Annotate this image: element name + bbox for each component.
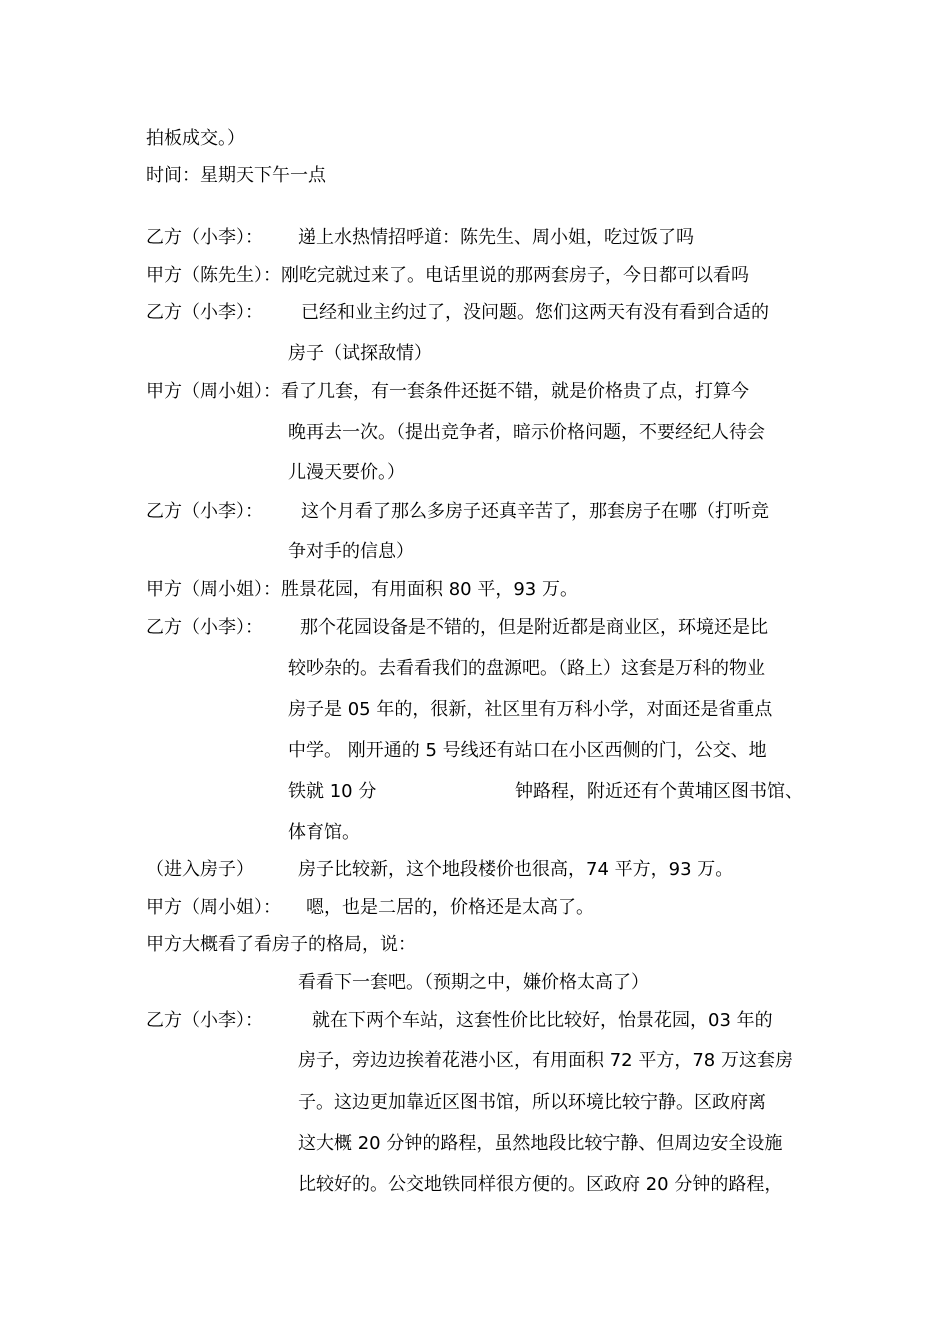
speaker-label: 乙方（小李）： [146, 227, 263, 248]
text-line: 那个花园设备是不错的，但是附近都是商业区，环境还是比 [300, 617, 768, 638]
text-line: 房子是 05 年的，很新，社区里有万科小学，对面还是省重点 [288, 699, 773, 720]
text-line: 就在下两个车站，这套性价比比较好，怡景花园，03 年的 [312, 1010, 773, 1031]
speaker-label: 乙方（小李）： [146, 501, 263, 522]
text-line: 体育馆。 [288, 822, 360, 843]
text-line: 甲方（周小姐）：看了几套，有一套条件还挺不错，就是价格贵了点，打算今 [146, 381, 749, 402]
text-line: 这大概 20 分钟的路程，虽然地段比较宁静、但周边安全设施 [298, 1133, 783, 1154]
text-line: 递上水热情招呼道：陈先生、周小姐，吃过饭了吗 [298, 227, 694, 248]
text-line: 已经和业主约过了，没问题。您们这两天有没有看到合适的 [301, 302, 769, 323]
text-line: 铁就 10 分 [288, 781, 377, 802]
stage-direction: （进入房子） [146, 859, 254, 880]
speaker-label: 乙方（小李）： [146, 302, 263, 323]
text-line: 房子（试探敌情） [288, 343, 432, 364]
text-line: 房子比较新，这个地段楼价也很高，74 平方，93 万。 [298, 859, 734, 880]
speaker-label: 甲方（周小姐）： [146, 897, 281, 918]
text-line: 嗯，也是二居的，价格还是太高了。 [306, 897, 594, 918]
text-line: 较吵杂的。去看看我们的盘源吧。（路上）这套是万科的物业 [288, 658, 765, 679]
text-line: 甲方（陈先生）：刚吃完就过来了。电话里说的那两套房子，今日都可以看吗 [146, 265, 749, 286]
text-line: 比较好的。公交地铁同样很方便的。区政府 20 分钟的路程， [298, 1174, 783, 1195]
text-line: 中学。 刚开通的 5 号线还有站口在小区西侧的门，公交、地 [288, 740, 767, 761]
speaker-label: 乙方（小李）： [146, 617, 263, 638]
text-line: 房子，旁边边挨着花港小区，有用面积 72 平方，78 万这套房 [298, 1050, 793, 1071]
text-line: 拍板成交。） [146, 128, 245, 149]
speaker-label: 乙方（小李）： [146, 1010, 263, 1031]
text-line: 这个月看了那么多房子还真辛苦了，那套房子在哪（打听竞 [301, 501, 769, 522]
text-line: 甲方（周小姐）：胜景花园，有用面积 80 平，93 万。 [146, 579, 578, 600]
text-line: 儿漫天要价。） [288, 462, 405, 483]
text-line: 看看下一套吧。（预期之中，嫌价格太高了） [298, 972, 649, 993]
text-line: 晚再去一次。（提出竞争者，暗示价格问题，不要经纪人待会 [288, 422, 765, 443]
text-line: 甲方大概看了看房子的格局，说： [146, 934, 416, 955]
text-line: 子。这边更加靠近区图书馆，所以环境比较宁静。区政府离 [298, 1092, 766, 1113]
text-line: 争对手的信息） [288, 541, 414, 562]
text-line: 时间：星期天下午一点 [146, 165, 326, 186]
text-line: 钟路程，附近还有个黄埔区图书馆、 [515, 781, 803, 802]
